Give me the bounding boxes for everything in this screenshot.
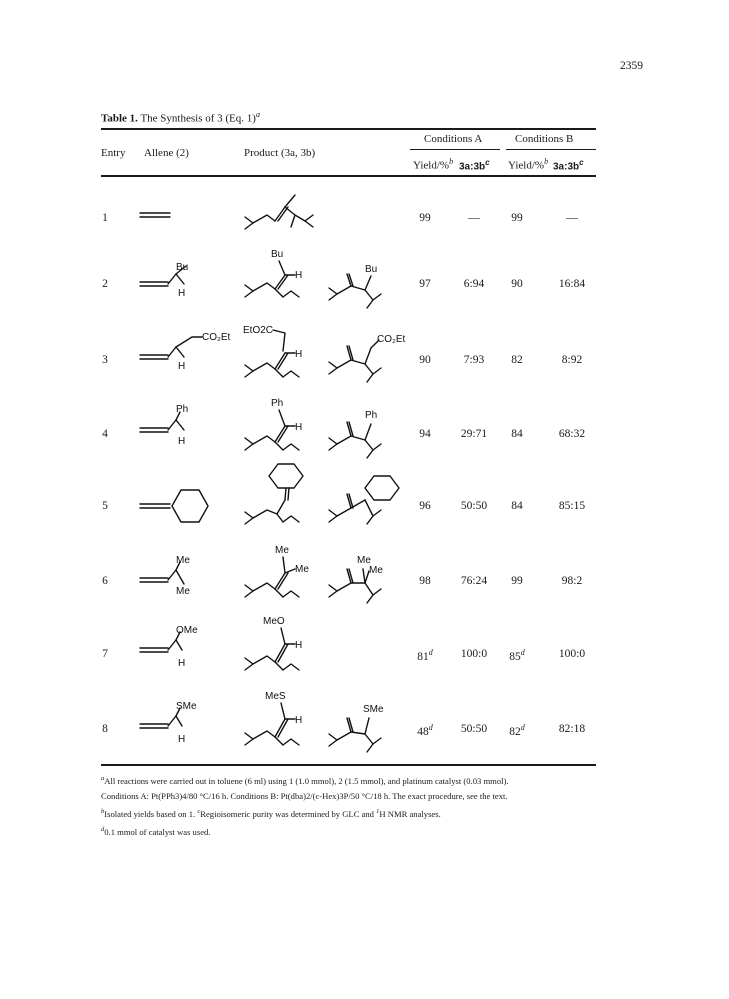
svg-text:MeS: MeS — [265, 691, 286, 702]
svg-text:Me: Me — [176, 555, 190, 566]
table-bottom-rule — [101, 764, 596, 766]
header-entry: Entry — [101, 147, 126, 159]
ratio-b-6: 98:2 — [561, 575, 583, 587]
ratio-a-2: 6:94 — [463, 278, 485, 290]
ratio-a-6: 76:24 — [460, 575, 488, 587]
ratio-b-8: 82:18 — [558, 723, 586, 735]
yield-a-7: 81$^d$ — [417, 648, 433, 663]
header-ratio-b: $3a:3b^c$ — [553, 158, 584, 173]
yield-b-5: 84 — [511, 500, 523, 512]
yield-b-1: 99 — [511, 212, 523, 224]
yield-a-8: 48$^d$ — [417, 723, 433, 738]
product-structure-1 — [243, 193, 313, 243]
svg-text:H: H — [295, 715, 303, 726]
svg-text:H: H — [295, 640, 303, 651]
svg-text:CO₂Et: CO₂Et — [202, 332, 231, 343]
footnote-a: $^a$All reactions were carried out in toluene (6 ml) using 1 (1.0 mmol), 2 (1.5 mmol), and platinum catalyst (0.03 mmol). — [101, 775, 509, 786]
svg-text:H: H — [295, 270, 303, 281]
footnote-conditions: Conditions A: Pt(PPh3)4/80 °C/16 h. Conditions B: Pt(dba)2/(c-Hex)3P/50 °C/18 h. The exact procedure, see the text. — [101, 790, 508, 801]
product-structure-4a — [243, 396, 313, 461]
ratio-a-4: 29:71 — [460, 428, 488, 440]
svg-text:H: H — [178, 658, 186, 669]
caption-label: Table 1. — [101, 112, 138, 125]
table-footnotes — [101, 771, 661, 840]
yield-a-4: 94 — [419, 428, 431, 440]
entry-2: 2 — [102, 278, 108, 290]
svg-text:H: H — [178, 436, 186, 447]
yield-b-7: 85$^d$ — [509, 648, 525, 663]
header-yield-b: Yield/%$^b$ — [508, 157, 549, 172]
svg-text:CO₂Et: CO₂Et — [377, 334, 406, 345]
header-allene: Allene (2) — [144, 147, 189, 159]
product-structure-2b — [327, 262, 397, 312]
yield-a-5: 96 — [419, 500, 431, 512]
caption-text: The Synthesis of 3 (Eq. 1) — [140, 112, 256, 125]
yield-b-6: 99 — [511, 575, 523, 587]
allene-structure-5 — [140, 486, 220, 532]
svg-text:H: H — [178, 361, 186, 372]
header-product: Product (3a, 3b) — [244, 147, 316, 159]
product-structure-7 — [243, 614, 323, 679]
header-yield-a: Yield/%$^b$ — [413, 157, 454, 172]
product-structure-4b — [327, 408, 397, 463]
svg-text:OMe: OMe — [176, 625, 198, 636]
svg-text:Me: Me — [295, 564, 309, 575]
footnote-b-c: $^b$Isolated yields based on 1. $^c$Regioisomeric purity was determined by GLC and $^1$H NMR analyses. — [101, 807, 441, 819]
yield-a-2: 97 — [419, 278, 431, 290]
table-top-rule — [101, 128, 596, 130]
ratio-a-7: 100:0 — [460, 648, 488, 660]
ratio-b-1: — — [566, 212, 578, 224]
yield-b-2: 90 — [511, 278, 523, 290]
svg-text:Bu: Bu — [365, 264, 378, 275]
entry-8: 8 — [102, 723, 108, 735]
svg-text:Me: Me — [176, 586, 190, 597]
entry-3: 3 — [102, 354, 108, 366]
ratio-b-4: 68:32 — [558, 428, 586, 440]
ratio-b-3: 8:92 — [561, 354, 583, 366]
svg-text:MeO: MeO — [263, 616, 285, 627]
entry-6: 6 — [102, 575, 108, 587]
yield-b-3: 82 — [511, 354, 523, 366]
entry-1: 1 — [102, 212, 108, 224]
svg-text:Me: Me — [369, 565, 383, 576]
svg-text:Bu: Bu — [271, 249, 284, 260]
yield-a-1: 99 — [419, 212, 431, 224]
allene-structure-6 — [140, 555, 200, 608]
svg-text:SMe: SMe — [363, 704, 384, 715]
entry-7: 7 — [102, 648, 108, 660]
svg-text:H: H — [178, 734, 186, 745]
product-structure-6a — [243, 543, 323, 608]
table-caption — [101, 110, 260, 125]
header-ratio-a: $3a:3b^c$ — [459, 158, 490, 173]
svg-text:Ph: Ph — [176, 404, 189, 415]
caption-mark: a — [255, 110, 260, 119]
svg-text:H: H — [295, 349, 303, 360]
header-bottom-rule — [101, 175, 596, 177]
yield-b-4: 84 — [511, 428, 523, 440]
entry-5: 5 — [102, 500, 108, 512]
svg-text:Ph: Ph — [365, 410, 378, 421]
svg-text:Ph: Ph — [271, 398, 284, 409]
ratio-a-1: — — [468, 212, 480, 224]
ratio-b-5: 85:15 — [558, 500, 586, 512]
allene-structure-7 — [140, 625, 200, 678]
ratio-b-2: 16:84 — [558, 278, 586, 290]
allene-structure-2 — [140, 262, 200, 312]
allene-structure-8 — [140, 701, 200, 754]
ratio-b-7: 100:0 — [558, 648, 586, 660]
product-structure-5b — [327, 474, 407, 534]
yield-a-6: 98 — [419, 575, 431, 587]
ratio-a-3: 7:93 — [463, 354, 485, 366]
svg-text:Me: Me — [275, 545, 289, 556]
ratio-a-5: 50:50 — [460, 500, 488, 512]
product-structure-3a — [243, 323, 323, 388]
header-conditions-a: Conditions A — [424, 133, 483, 145]
allene-structure-4 — [140, 404, 200, 458]
product-structure-2a — [243, 247, 313, 307]
svg-text:H: H — [295, 422, 303, 433]
yield-b-8: 82$^d$ — [509, 723, 525, 738]
product-structure-6b — [327, 553, 407, 613]
product-structure-5a — [243, 464, 313, 534]
svg-text:SMe: SMe — [176, 701, 197, 712]
allene-structure-3 — [140, 332, 231, 385]
allene-structure-1 — [140, 211, 180, 221]
svg-text:H: H — [178, 288, 186, 299]
cond-b-rule — [506, 149, 596, 150]
svg-text:Me: Me — [357, 555, 371, 566]
page-number: 2359 — [620, 60, 643, 72]
ratio-a-8: 50:50 — [460, 723, 488, 735]
cond-a-rule — [410, 149, 500, 150]
svg-text:EtO2C: EtO2C — [243, 325, 274, 336]
product-structure-3b — [327, 332, 417, 387]
svg-text:Bu: Bu — [176, 262, 189, 273]
footnote-d: $^d$0.1 mmol of catalyst was used. — [101, 825, 211, 837]
yield-a-3: 90 — [419, 354, 431, 366]
product-structure-8a — [243, 689, 323, 754]
product-structure-8b — [327, 702, 407, 757]
entry-4: 4 — [102, 428, 108, 440]
header-conditions-b: Conditions B — [515, 133, 574, 145]
